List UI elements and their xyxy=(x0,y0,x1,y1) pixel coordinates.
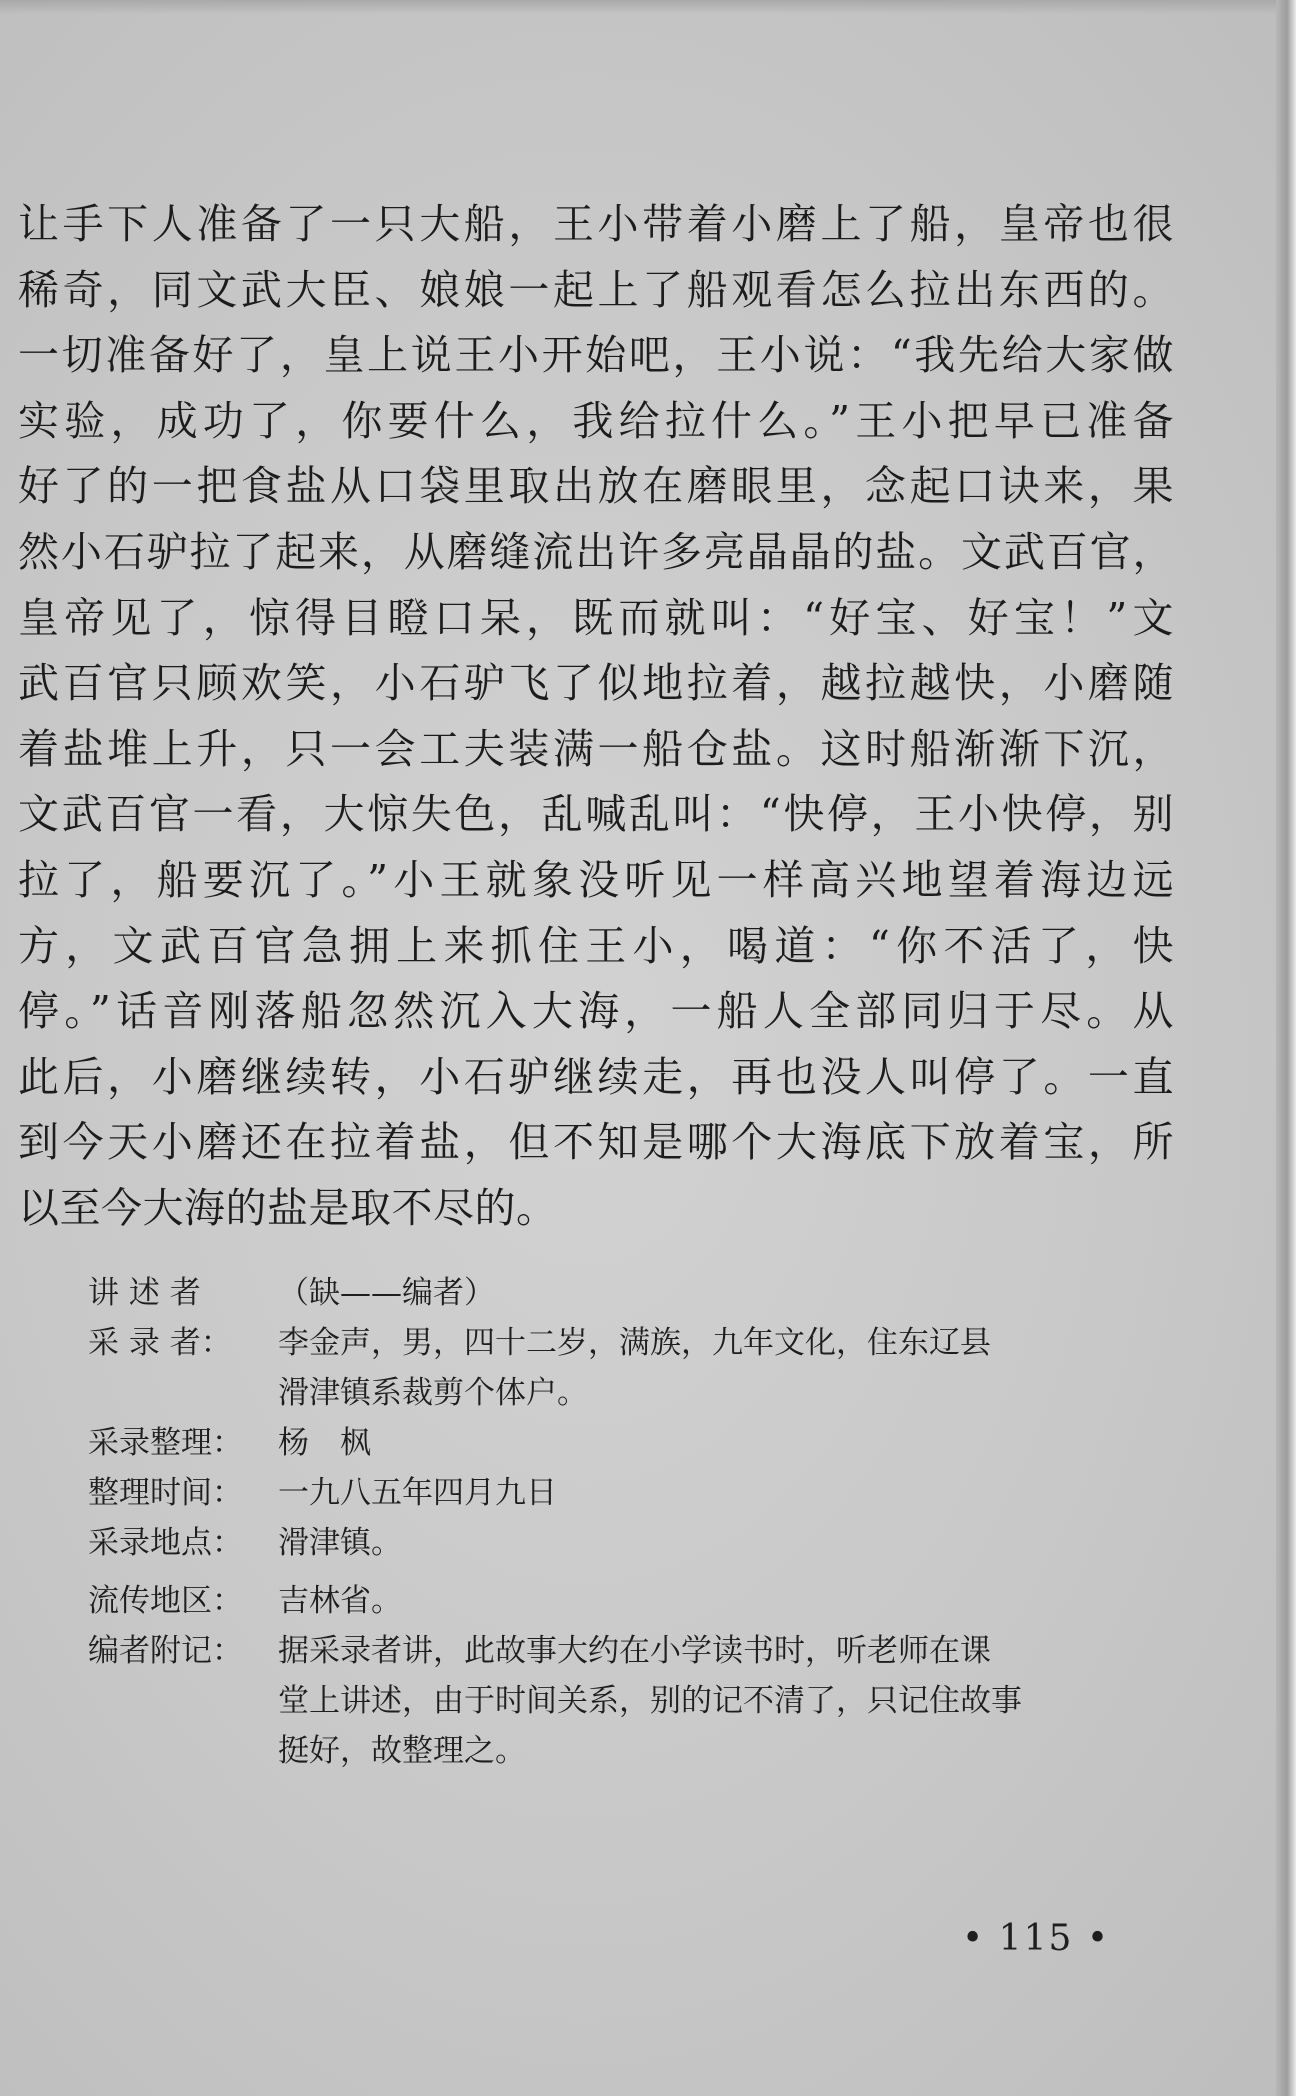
body-line: 好了的一把食盐从口袋里取出放在磨眼里，念起口诀来，果 xyxy=(18,462,1174,511)
story-body xyxy=(18,192,1174,1242)
place-label: 采录地点： xyxy=(88,1525,243,1561)
body-line: 方，文武百官急拥上来抓住王小，喝道：“你不活了，快 xyxy=(18,921,1174,970)
body-line: 停。”话音刚落船忽然沉入大海，一船人全部同归于尽。从 xyxy=(18,987,1174,1036)
body-line: 然小石驴拉了起来，从磨缝流出许多亮晶晶的盐。文武百官， xyxy=(18,527,1174,576)
body-line: 着盐堆上升，只一会工夫装满一船仓盐。这时船渐渐下沉， xyxy=(18,724,1174,773)
note-label: 编者附记： xyxy=(88,1633,243,1669)
editor-label: 采录整理： xyxy=(88,1425,243,1461)
page-number: • 115 • xyxy=(962,1918,1111,1959)
recorder-value-line: 李金声，男，四十二岁，满族，九年文化，住东辽县 xyxy=(278,1325,991,1361)
body-line: 武百官只顾欢笑，小石驴飞了似地拉着，越拉越快，小磨随 xyxy=(18,659,1174,708)
editor-row xyxy=(88,1418,1158,1468)
recorder-label: 采 录 者： xyxy=(88,1325,232,1361)
region-value: 吉林省。 xyxy=(278,1583,402,1619)
body-line: 稀奇，同文武大臣、娘娘一起上了船观看怎么拉出东西的。 xyxy=(18,265,1174,314)
place-row xyxy=(88,1518,1158,1568)
edit-time-row xyxy=(88,1468,1158,1518)
body-line: 文武百官一看，大惊失色，乱喊乱叫：“快停，王小快停，别 xyxy=(18,790,1174,839)
teller-value: （缺——编者） xyxy=(278,1275,495,1311)
body-line: 皇帝见了，惊得目瞪口呆，既而就叫：“好宝、好宝！”文 xyxy=(18,593,1174,642)
note-value-line: 挺好，故整理之。 xyxy=(278,1733,526,1769)
editor-value: 杨 枫 xyxy=(278,1425,371,1461)
region-row xyxy=(88,1576,1158,1626)
note-value-line: 堂上讲述，由于时间关系，别的记不清了，只记住故事 xyxy=(278,1683,1022,1719)
body-line: 实验，成功了，你要什么，我给拉什么。”王小把早已准备 xyxy=(18,396,1174,445)
body-line: 让手下人准备了一只大船，王小带着小磨上了船，皇帝也很 xyxy=(18,200,1174,248)
note-row xyxy=(88,1626,1158,1776)
region-label: 流传地区： xyxy=(88,1583,243,1619)
teller-label: 讲 述 者 xyxy=(88,1275,201,1311)
body-line: 一切准备好了，皇上说王小开始吧，王小说：“我先给大家做 xyxy=(18,331,1174,380)
edit-time-label: 整理时间： xyxy=(88,1475,243,1511)
teller-row xyxy=(88,1268,1158,1318)
body-line: 以至今大海的盐是取不尽的。 xyxy=(18,1183,558,1232)
recorder-row xyxy=(88,1318,1158,1418)
edit-time-value: 一九八五年四月九日 xyxy=(278,1475,557,1511)
story-metadata xyxy=(88,1268,1158,1776)
page-right-edge xyxy=(1276,0,1296,2096)
note-value-line: 据采录者讲，此故事大约在小学读书时，听老师在课 xyxy=(278,1633,991,1669)
recorder-value-line: 滑津镇系裁剪个体户。 xyxy=(278,1375,588,1411)
place-value: 滑津镇。 xyxy=(278,1525,402,1561)
body-line: 拉了，船要沉了。”小王就象没听见一样高兴地望着海边远 xyxy=(18,855,1174,904)
body-line: 到今天小磨还在拉着盐，但不知是哪个大海底下放着宝，所 xyxy=(18,1118,1174,1167)
page-top-shadow xyxy=(0,0,1296,14)
body-line: 此后，小磨继续转，小石驴继续走，再也没人叫停了。一直 xyxy=(18,1052,1174,1101)
